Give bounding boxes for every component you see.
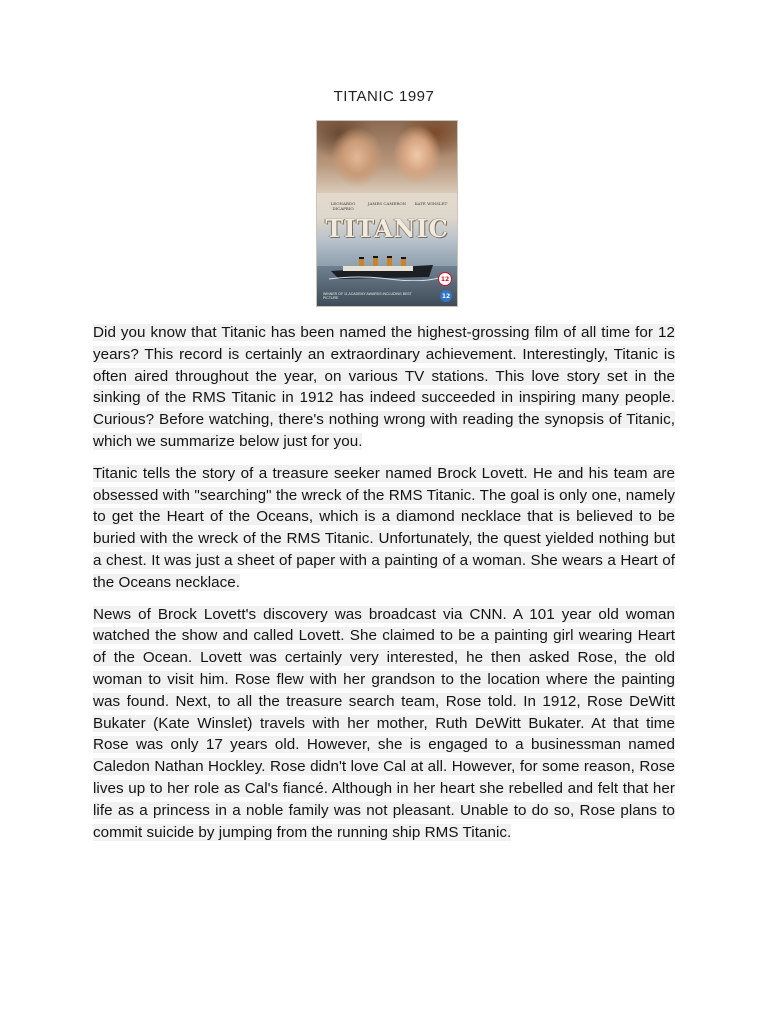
poster-credits <box>323 201 451 211</box>
age-rating-badge-red: 12 <box>438 272 452 286</box>
poster-logo: TITANIC <box>325 214 449 243</box>
poster-actor-left: LEONARDO DICAPRIO <box>330 201 356 211</box>
paragraph-intro <box>93 322 675 453</box>
poster-faces <box>317 121 457 193</box>
ship-illustration <box>329 255 439 281</box>
poster-director: JAMES CAMERON <box>367 201 407 206</box>
poster-actor-right: KATE WINSLET <box>414 201 448 206</box>
article-body <box>93 322 675 853</box>
age-rating-badge-blue: 12 <box>440 290 452 302</box>
paragraph-text: Titanic tells the story of a treasure seeker named Brock Lovett. He and his team are obsessed with "searching" the wreck of the RMS Titanic. The goal is only one, namely to get the Heart of the Oceans, which is a diamond necklace that is believed to be buried with the wreck of the RMS Titanic. Unfortunately, the quest yielded nothing but a chest. It was just a sheet of paper with a painting of a woman. She wears a Heart of the Oceans necklace. <box>93 464 675 591</box>
paragraph-text: News of Brock Lovett's discovery was broadcast via CNN. A 101 year old woman watched the show and called Lovett. She claimed to be a painting girl wearing Heart of the Ocean. Lovett was certainly very interested, he then asked Rose, the old woman to visit him. Rose flew with her grandson to the location where the painting was found. Next, to all the treasure search team, Rose told. In 1912, Rose DeWitt Bukater (Kate Winslet) travels with her mother, Ruth DeWitt Bukater. At that time Rose was only 17 years old. However, she is engaged to a businessman named Caledon Nathan Hockley. Rose didn't love Cal at all. However, for some reason, Rose lives up to her role as Cal's fiancé. Although in her heart she rebelled and felt that her life as a princess in a noble family was not pleasant. Unable to do so, Rose plans to commit suicide by jumping from the running ship RMS Titanic. <box>93 605 675 841</box>
paragraph-text: Did you know that Titanic has been named the highest-grossing film of all time for 12 years? This record is certainly an extraordinary achievement. Interestingly, Titanic is often aired throughout the year, on various TV stations. This love story set in the sinking of the RMS Titanic in 1912 has indeed succeeded in inspiring many people. Curious? Before watching, there's nothing wrong with reading the synopsis of Titanic, which we summarize below just for you. <box>93 324 675 450</box>
poster-caption: WINNER OF 11 ACADEMY AWARDS INCLUDING BEST PICTURE <box>323 292 412 300</box>
page-title: TITANIC 1997 <box>333 88 435 105</box>
paragraph-plot-lovett <box>93 463 675 594</box>
titanic-poster-image <box>316 120 458 307</box>
paragraph-plot-rose <box>93 604 675 844</box>
